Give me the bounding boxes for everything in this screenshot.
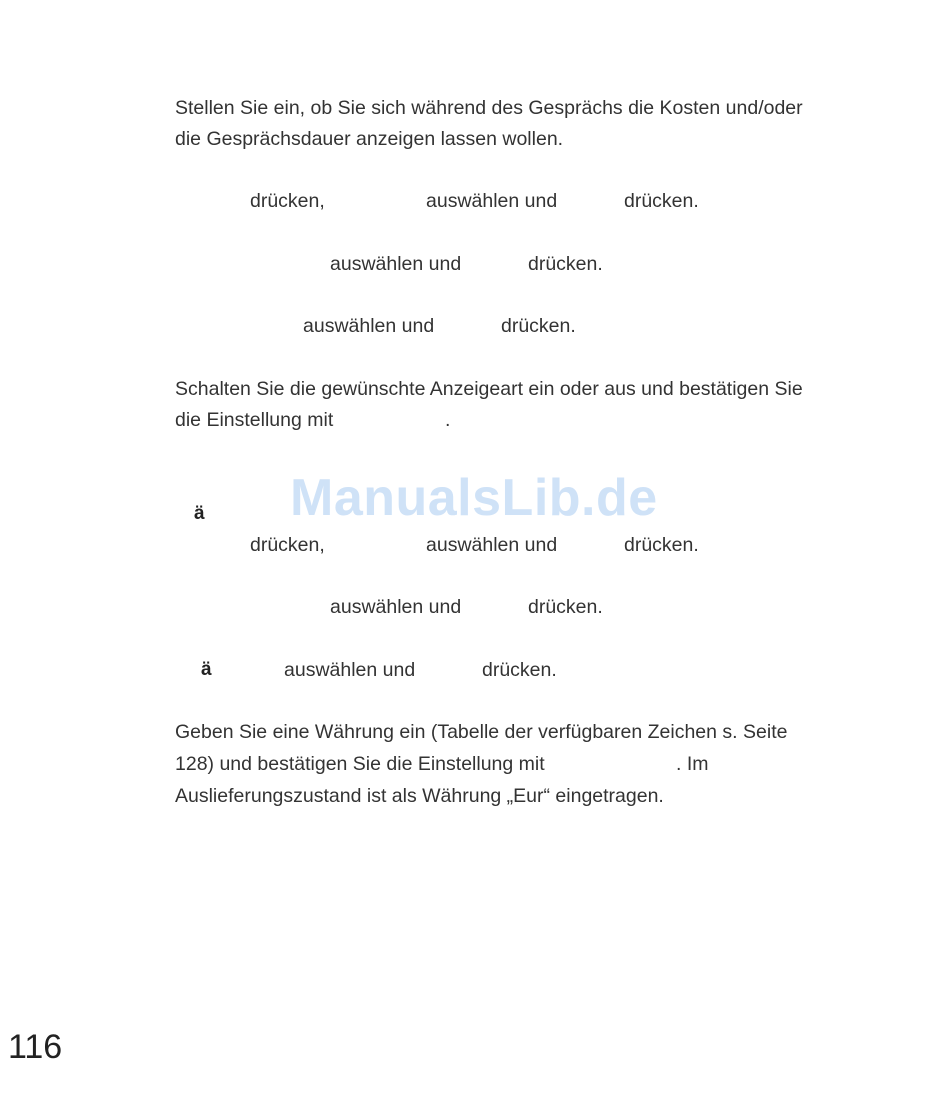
- step-6-press: drücken.: [482, 659, 557, 681]
- step-4-press-end: drücken.: [624, 534, 699, 556]
- step-5-press: drücken.: [528, 596, 603, 618]
- step-1-select: auswählen und: [426, 190, 558, 212]
- section-heading-fragment: ä: [194, 503, 205, 524]
- body-line-2: 128) und bestätigen Sie die Einstellung mit: [175, 753, 545, 775]
- confirm-end: .: [445, 409, 451, 431]
- watermark: ManualsLib.de: [290, 469, 658, 527]
- confirm-line-1: Schalten Sie die gewünschte Anzeigeart ein oder aus und bestätigen Sie: [175, 378, 803, 400]
- intro-line-2: die Gesprächsdauer anzeigen lassen wollen.: [175, 128, 564, 150]
- step-4-press: drücken,: [250, 534, 325, 556]
- intro-line-1: Stellen Sie ein, ob Sie sich während des Gesprächs die Kosten und/oder: [175, 97, 803, 119]
- page-number: 116: [8, 1028, 63, 1066]
- step-5-select: auswählen und: [330, 596, 462, 618]
- step-6-prefix: ä: [201, 659, 212, 680]
- step-3-select: auswählen und: [303, 315, 435, 337]
- step-1-press: drücken,: [250, 190, 325, 212]
- step-4-select: auswählen und: [426, 534, 558, 556]
- step-3-press: drücken.: [501, 315, 576, 337]
- step-2-press: drücken.: [528, 253, 603, 275]
- body-line-2-end: . Im: [676, 753, 709, 775]
- body-line-3: Auslieferungszustand ist als Währung „Eur“ eingetragen.: [175, 785, 664, 807]
- step-1-press-end: drücken.: [624, 190, 699, 212]
- body-line-1: Geben Sie eine Währung ein (Tabelle der verfügbaren Zeichen s. Seite: [175, 721, 788, 743]
- step-6-select: auswählen und: [284, 659, 416, 681]
- confirm-line-2: die Einstellung mit: [175, 409, 334, 431]
- step-2-select: auswählen und: [330, 253, 462, 275]
